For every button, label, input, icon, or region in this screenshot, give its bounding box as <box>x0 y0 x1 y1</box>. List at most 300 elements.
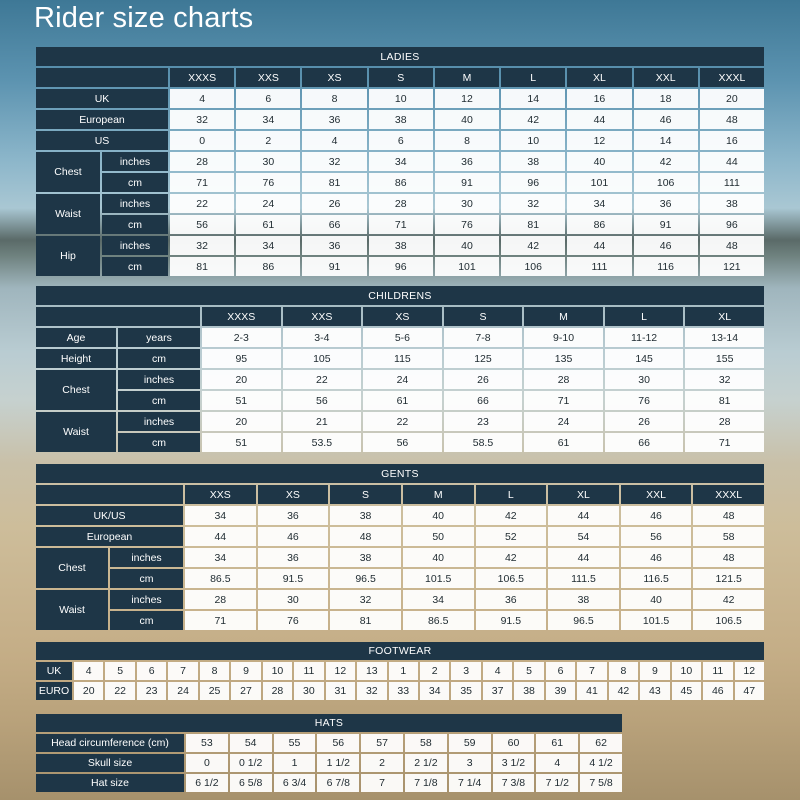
table-row <box>36 215 764 234</box>
cell: 48 <box>330 527 401 546</box>
cell: 36 <box>476 590 547 609</box>
cell: 66 <box>444 391 523 410</box>
cell: 96 <box>700 215 764 234</box>
cell: 52 <box>476 527 547 546</box>
cell: 46 <box>634 236 698 255</box>
hats-title: HATS <box>36 714 622 732</box>
cell: 48 <box>700 110 764 129</box>
table-row <box>36 662 764 680</box>
cell: 8 <box>609 662 638 680</box>
cell: 8 <box>302 89 366 108</box>
cell: 32 <box>685 370 764 389</box>
cell: 20 <box>700 89 764 108</box>
cell: 106 <box>501 257 565 276</box>
size-header: XXXS <box>170 68 234 87</box>
row-label: UK <box>36 662 72 680</box>
cell: 37 <box>483 682 512 700</box>
size-header: XL <box>567 68 631 87</box>
row-label: EURO <box>36 682 72 700</box>
header-blank <box>36 485 183 504</box>
size-header: L <box>501 68 565 87</box>
cell: 40 <box>403 548 474 567</box>
unit-label: inches <box>110 590 183 609</box>
cell: 28 <box>369 194 433 213</box>
table-row <box>36 734 622 752</box>
cell: 16 <box>700 131 764 150</box>
cell: 96 <box>369 257 433 276</box>
cell: 7-8 <box>444 328 523 347</box>
size-header: M <box>403 485 474 504</box>
table-row <box>36 194 764 213</box>
cell: 105 <box>283 349 362 368</box>
cell: 135 <box>524 349 603 368</box>
cell: 44 <box>185 527 256 546</box>
cell: 1 1/2 <box>317 754 359 772</box>
cell: 7 <box>168 662 197 680</box>
cell: 32 <box>501 194 565 213</box>
cell: 30 <box>605 370 684 389</box>
cell: 86.5 <box>403 611 474 630</box>
cell: 28 <box>685 412 764 431</box>
row-group-label: Age <box>36 328 116 347</box>
cell: 7 <box>577 662 606 680</box>
row-label: UK <box>36 89 168 108</box>
size-header: XS <box>363 307 442 326</box>
cell: 58 <box>405 734 447 752</box>
cell: 3 1/2 <box>493 754 535 772</box>
cell: 34 <box>236 110 300 129</box>
cell: 22 <box>283 370 362 389</box>
cell: 155 <box>685 349 764 368</box>
cell: 76 <box>236 173 300 192</box>
cell: 44 <box>548 506 619 525</box>
cell: 51 <box>202 433 281 452</box>
cell: 22 <box>363 412 442 431</box>
hats-size-table <box>34 712 624 794</box>
cell: 2 <box>361 754 403 772</box>
cell: 6 <box>236 89 300 108</box>
unit-label: cm <box>102 215 168 234</box>
cell: 34 <box>185 548 256 567</box>
cell: 45 <box>672 682 701 700</box>
size-header: XL <box>548 485 619 504</box>
cell: 34 <box>420 682 449 700</box>
cell: 7 3/8 <box>493 774 535 792</box>
cell: 23 <box>444 412 523 431</box>
row-label: Skull size <box>36 754 184 772</box>
cell: 5 <box>514 662 543 680</box>
cell: 6 5/8 <box>230 774 272 792</box>
page-title: Rider size charts <box>34 2 254 34</box>
unit-label: inches <box>102 194 168 213</box>
size-header: XXXS <box>202 307 281 326</box>
size-header: XXS <box>185 485 256 504</box>
cell: 0 <box>170 131 234 150</box>
cell: 24 <box>524 412 603 431</box>
row-group-label: Waist <box>36 590 108 630</box>
cell: 61 <box>236 215 300 234</box>
cell: 32 <box>170 236 234 255</box>
cell: 6 <box>137 662 166 680</box>
gents-size-table <box>34 462 766 632</box>
cell: 7 1/4 <box>449 774 491 792</box>
table-row <box>36 370 764 389</box>
header-blank <box>36 307 200 326</box>
cell: 121 <box>700 257 764 276</box>
footwear-size-table <box>34 640 766 702</box>
row-group-label: Waist <box>36 194 100 234</box>
cell: 145 <box>605 349 684 368</box>
cell: 39 <box>546 682 575 700</box>
cell: 38 <box>700 194 764 213</box>
cell: 53.5 <box>283 433 362 452</box>
cell: 8 <box>435 131 499 150</box>
cell: 12 <box>435 89 499 108</box>
table-row <box>36 131 764 150</box>
cell: 106 <box>634 173 698 192</box>
cell: 116.5 <box>621 569 692 588</box>
cell: 36 <box>302 110 366 129</box>
cell: 26 <box>302 194 366 213</box>
cell: 26 <box>444 370 523 389</box>
unit-label: inches <box>102 152 168 171</box>
cell: 91.5 <box>258 569 329 588</box>
cell: 6 3/4 <box>274 774 316 792</box>
unit-label: cm <box>118 391 200 410</box>
cell: 51 <box>202 391 281 410</box>
size-header: XXXL <box>693 485 764 504</box>
cell: 86 <box>567 215 631 234</box>
cell: 44 <box>567 236 631 255</box>
cell: 26 <box>605 412 684 431</box>
cell: 38 <box>369 110 433 129</box>
row-label: European <box>36 110 168 129</box>
cell: 30 <box>258 590 329 609</box>
row-group-label: Chest <box>36 370 116 410</box>
cell: 30 <box>294 682 323 700</box>
cell: 25 <box>200 682 229 700</box>
cell: 57 <box>361 734 403 752</box>
cell: 6 <box>369 131 433 150</box>
table-row <box>36 173 764 192</box>
cell: 7 <box>361 774 403 792</box>
cell: 1 <box>274 754 316 772</box>
table-row <box>36 236 764 255</box>
cell: 40 <box>621 590 692 609</box>
cell: 5-6 <box>363 328 442 347</box>
cell: 121.5 <box>693 569 764 588</box>
cell: 43 <box>640 682 669 700</box>
cell: 61 <box>536 734 578 752</box>
cell: 32 <box>330 590 401 609</box>
cell: 40 <box>435 236 499 255</box>
cell: 22 <box>170 194 234 213</box>
cell: 44 <box>548 548 619 567</box>
cell: 81 <box>170 257 234 276</box>
size-header: L <box>476 485 547 504</box>
cell: 4 <box>170 89 234 108</box>
cell: 35 <box>451 682 480 700</box>
cell: 46 <box>703 682 732 700</box>
cell: 111 <box>700 173 764 192</box>
unit-label: inches <box>118 412 200 431</box>
cell: 81 <box>302 173 366 192</box>
table-row <box>36 682 764 700</box>
cell: 38 <box>514 682 543 700</box>
cell: 59 <box>449 734 491 752</box>
cell: 4 <box>536 754 578 772</box>
size-header: XL <box>685 307 764 326</box>
cell: 106.5 <box>693 611 764 630</box>
cell: 32 <box>357 682 386 700</box>
cell: 40 <box>435 110 499 129</box>
row-group-label: Waist <box>36 412 116 452</box>
cell: 36 <box>302 236 366 255</box>
cell: 5 <box>105 662 134 680</box>
cell: 36 <box>258 506 329 525</box>
cell: 22 <box>105 682 134 700</box>
cell: 66 <box>605 433 684 452</box>
size-header: XS <box>302 68 366 87</box>
ladies-size-table <box>34 45 766 278</box>
cell: 54 <box>548 527 619 546</box>
table-row <box>36 152 764 171</box>
cell: 44 <box>700 152 764 171</box>
size-header: S <box>330 485 401 504</box>
table-row <box>36 590 764 609</box>
header-blank <box>36 68 168 87</box>
cell: 71 <box>185 611 256 630</box>
cell: 31 <box>326 682 355 700</box>
cell: 20 <box>202 370 281 389</box>
size-header: M <box>524 307 603 326</box>
cell: 106.5 <box>476 569 547 588</box>
cell: 11 <box>703 662 732 680</box>
unit-label: cm <box>118 433 200 452</box>
cell: 2 <box>236 131 300 150</box>
table-row <box>36 349 764 368</box>
cell: 71 <box>524 391 603 410</box>
cell: 3 <box>451 662 480 680</box>
row-group-label: Chest <box>36 548 108 588</box>
table-row <box>36 257 764 276</box>
size-header: L <box>605 307 684 326</box>
cell: 71 <box>685 433 764 452</box>
childrens-title: CHILDRENS <box>36 286 764 305</box>
cell: 42 <box>501 236 565 255</box>
cell: 48 <box>693 506 764 525</box>
cell: 38 <box>501 152 565 171</box>
cell: 30 <box>236 152 300 171</box>
cell: 56 <box>283 391 362 410</box>
cell: 56 <box>363 433 442 452</box>
cell: 76 <box>258 611 329 630</box>
cell: 96.5 <box>548 611 619 630</box>
cell: 40 <box>403 506 474 525</box>
cell: 20 <box>74 682 103 700</box>
cell: 6 <box>546 662 575 680</box>
cell: 14 <box>501 89 565 108</box>
cell: 76 <box>605 391 684 410</box>
cell: 4 1/2 <box>580 754 622 772</box>
cell: 111 <box>567 257 631 276</box>
cell: 116 <box>634 257 698 276</box>
cell: 12 <box>326 662 355 680</box>
row-group-label: Chest <box>36 152 100 192</box>
size-header: XXS <box>283 307 362 326</box>
table-row <box>36 611 764 630</box>
cell: 21 <box>283 412 362 431</box>
cell: 55 <box>274 734 316 752</box>
cell: 41 <box>577 682 606 700</box>
cell: 91 <box>435 173 499 192</box>
cell: 58 <box>693 527 764 546</box>
table-row <box>36 433 764 452</box>
cell: 11-12 <box>605 328 684 347</box>
cell: 101 <box>435 257 499 276</box>
table-row <box>36 110 764 129</box>
cell: 3 <box>449 754 491 772</box>
cell: 28 <box>524 370 603 389</box>
cell: 7 1/2 <box>536 774 578 792</box>
cell: 36 <box>435 152 499 171</box>
cell: 76 <box>435 215 499 234</box>
cell: 2 <box>420 662 449 680</box>
gents-title: GENTS <box>36 464 764 483</box>
cell: 34 <box>369 152 433 171</box>
table-row <box>36 89 764 108</box>
cell: 28 <box>185 590 256 609</box>
cell: 2-3 <box>202 328 281 347</box>
cell: 50 <box>403 527 474 546</box>
ladies-title: LADIES <box>36 47 764 66</box>
cell: 20 <box>202 412 281 431</box>
cell: 24 <box>363 370 442 389</box>
cell: 6 1/2 <box>186 774 228 792</box>
unit-label: cm <box>102 173 168 192</box>
cell: 11 <box>294 662 323 680</box>
cell: 56 <box>317 734 359 752</box>
row-group-label: Height <box>36 349 116 368</box>
cell: 42 <box>634 152 698 171</box>
cell: 86 <box>236 257 300 276</box>
cell: 42 <box>693 590 764 609</box>
size-header: XXXL <box>700 68 764 87</box>
size-header: XS <box>258 485 329 504</box>
unit-label: cm <box>110 611 183 630</box>
cell: 42 <box>501 110 565 129</box>
cell: 60 <box>493 734 535 752</box>
cell: 12 <box>735 662 764 680</box>
cell: 101 <box>567 173 631 192</box>
cell: 10 <box>263 662 292 680</box>
cell: 38 <box>330 548 401 567</box>
cell: 10 <box>672 662 701 680</box>
cell: 48 <box>693 548 764 567</box>
cell: 42 <box>476 506 547 525</box>
table-row <box>36 548 764 567</box>
table-row <box>36 391 764 410</box>
cell: 81 <box>330 611 401 630</box>
cell: 71 <box>369 215 433 234</box>
cell: 1 <box>389 662 418 680</box>
cell: 111.5 <box>548 569 619 588</box>
cell: 6 7/8 <box>317 774 359 792</box>
cell: 46 <box>621 548 692 567</box>
table-row <box>36 506 764 525</box>
cell: 34 <box>185 506 256 525</box>
cell: 71 <box>170 173 234 192</box>
cell: 12 <box>567 131 631 150</box>
cell: 44 <box>567 110 631 129</box>
table-row <box>36 754 622 772</box>
size-header: S <box>444 307 523 326</box>
cell: 96 <box>501 173 565 192</box>
cell: 2 1/2 <box>405 754 447 772</box>
cell: 96.5 <box>330 569 401 588</box>
cell: 28 <box>263 682 292 700</box>
cell: 101.5 <box>621 611 692 630</box>
cell: 4 <box>74 662 103 680</box>
cell: 14 <box>634 131 698 150</box>
cell: 48 <box>700 236 764 255</box>
cell: 10 <box>369 89 433 108</box>
cell: 3-4 <box>283 328 362 347</box>
cell: 24 <box>168 682 197 700</box>
unit-label: cm <box>110 569 183 588</box>
cell: 34 <box>403 590 474 609</box>
cell: 54 <box>230 734 272 752</box>
cell: 46 <box>258 527 329 546</box>
unit-label: inches <box>110 548 183 567</box>
unit-label: inches <box>118 370 200 389</box>
row-label: Hat size <box>36 774 184 792</box>
cell: 38 <box>330 506 401 525</box>
cell: 4 <box>483 662 512 680</box>
cell: 46 <box>621 506 692 525</box>
cell: 16 <box>567 89 631 108</box>
cell: 24 <box>236 194 300 213</box>
cell: 27 <box>231 682 260 700</box>
cell: 9 <box>640 662 669 680</box>
cell: 38 <box>369 236 433 255</box>
cell: 36 <box>634 194 698 213</box>
cell: 28 <box>170 152 234 171</box>
footwear-title: FOOTWEAR <box>36 642 764 660</box>
cell: 10 <box>501 131 565 150</box>
cell: 13 <box>357 662 386 680</box>
cell: 46 <box>634 110 698 129</box>
cell: 56 <box>170 215 234 234</box>
cell: 42 <box>609 682 638 700</box>
size-header: XXS <box>236 68 300 87</box>
cell: 53 <box>186 734 228 752</box>
cell: 86 <box>369 173 433 192</box>
cell: 115 <box>363 349 442 368</box>
cell: 33 <box>389 682 418 700</box>
cell: 32 <box>302 152 366 171</box>
cell: 34 <box>567 194 631 213</box>
childrens-size-table <box>34 284 766 454</box>
cell: 40 <box>567 152 631 171</box>
cell: 95 <box>202 349 281 368</box>
cell: 61 <box>363 391 442 410</box>
cell: 36 <box>258 548 329 567</box>
cell: 91 <box>634 215 698 234</box>
size-header: S <box>369 68 433 87</box>
unit-label: years <box>118 328 200 347</box>
unit-label: inches <box>102 236 168 255</box>
